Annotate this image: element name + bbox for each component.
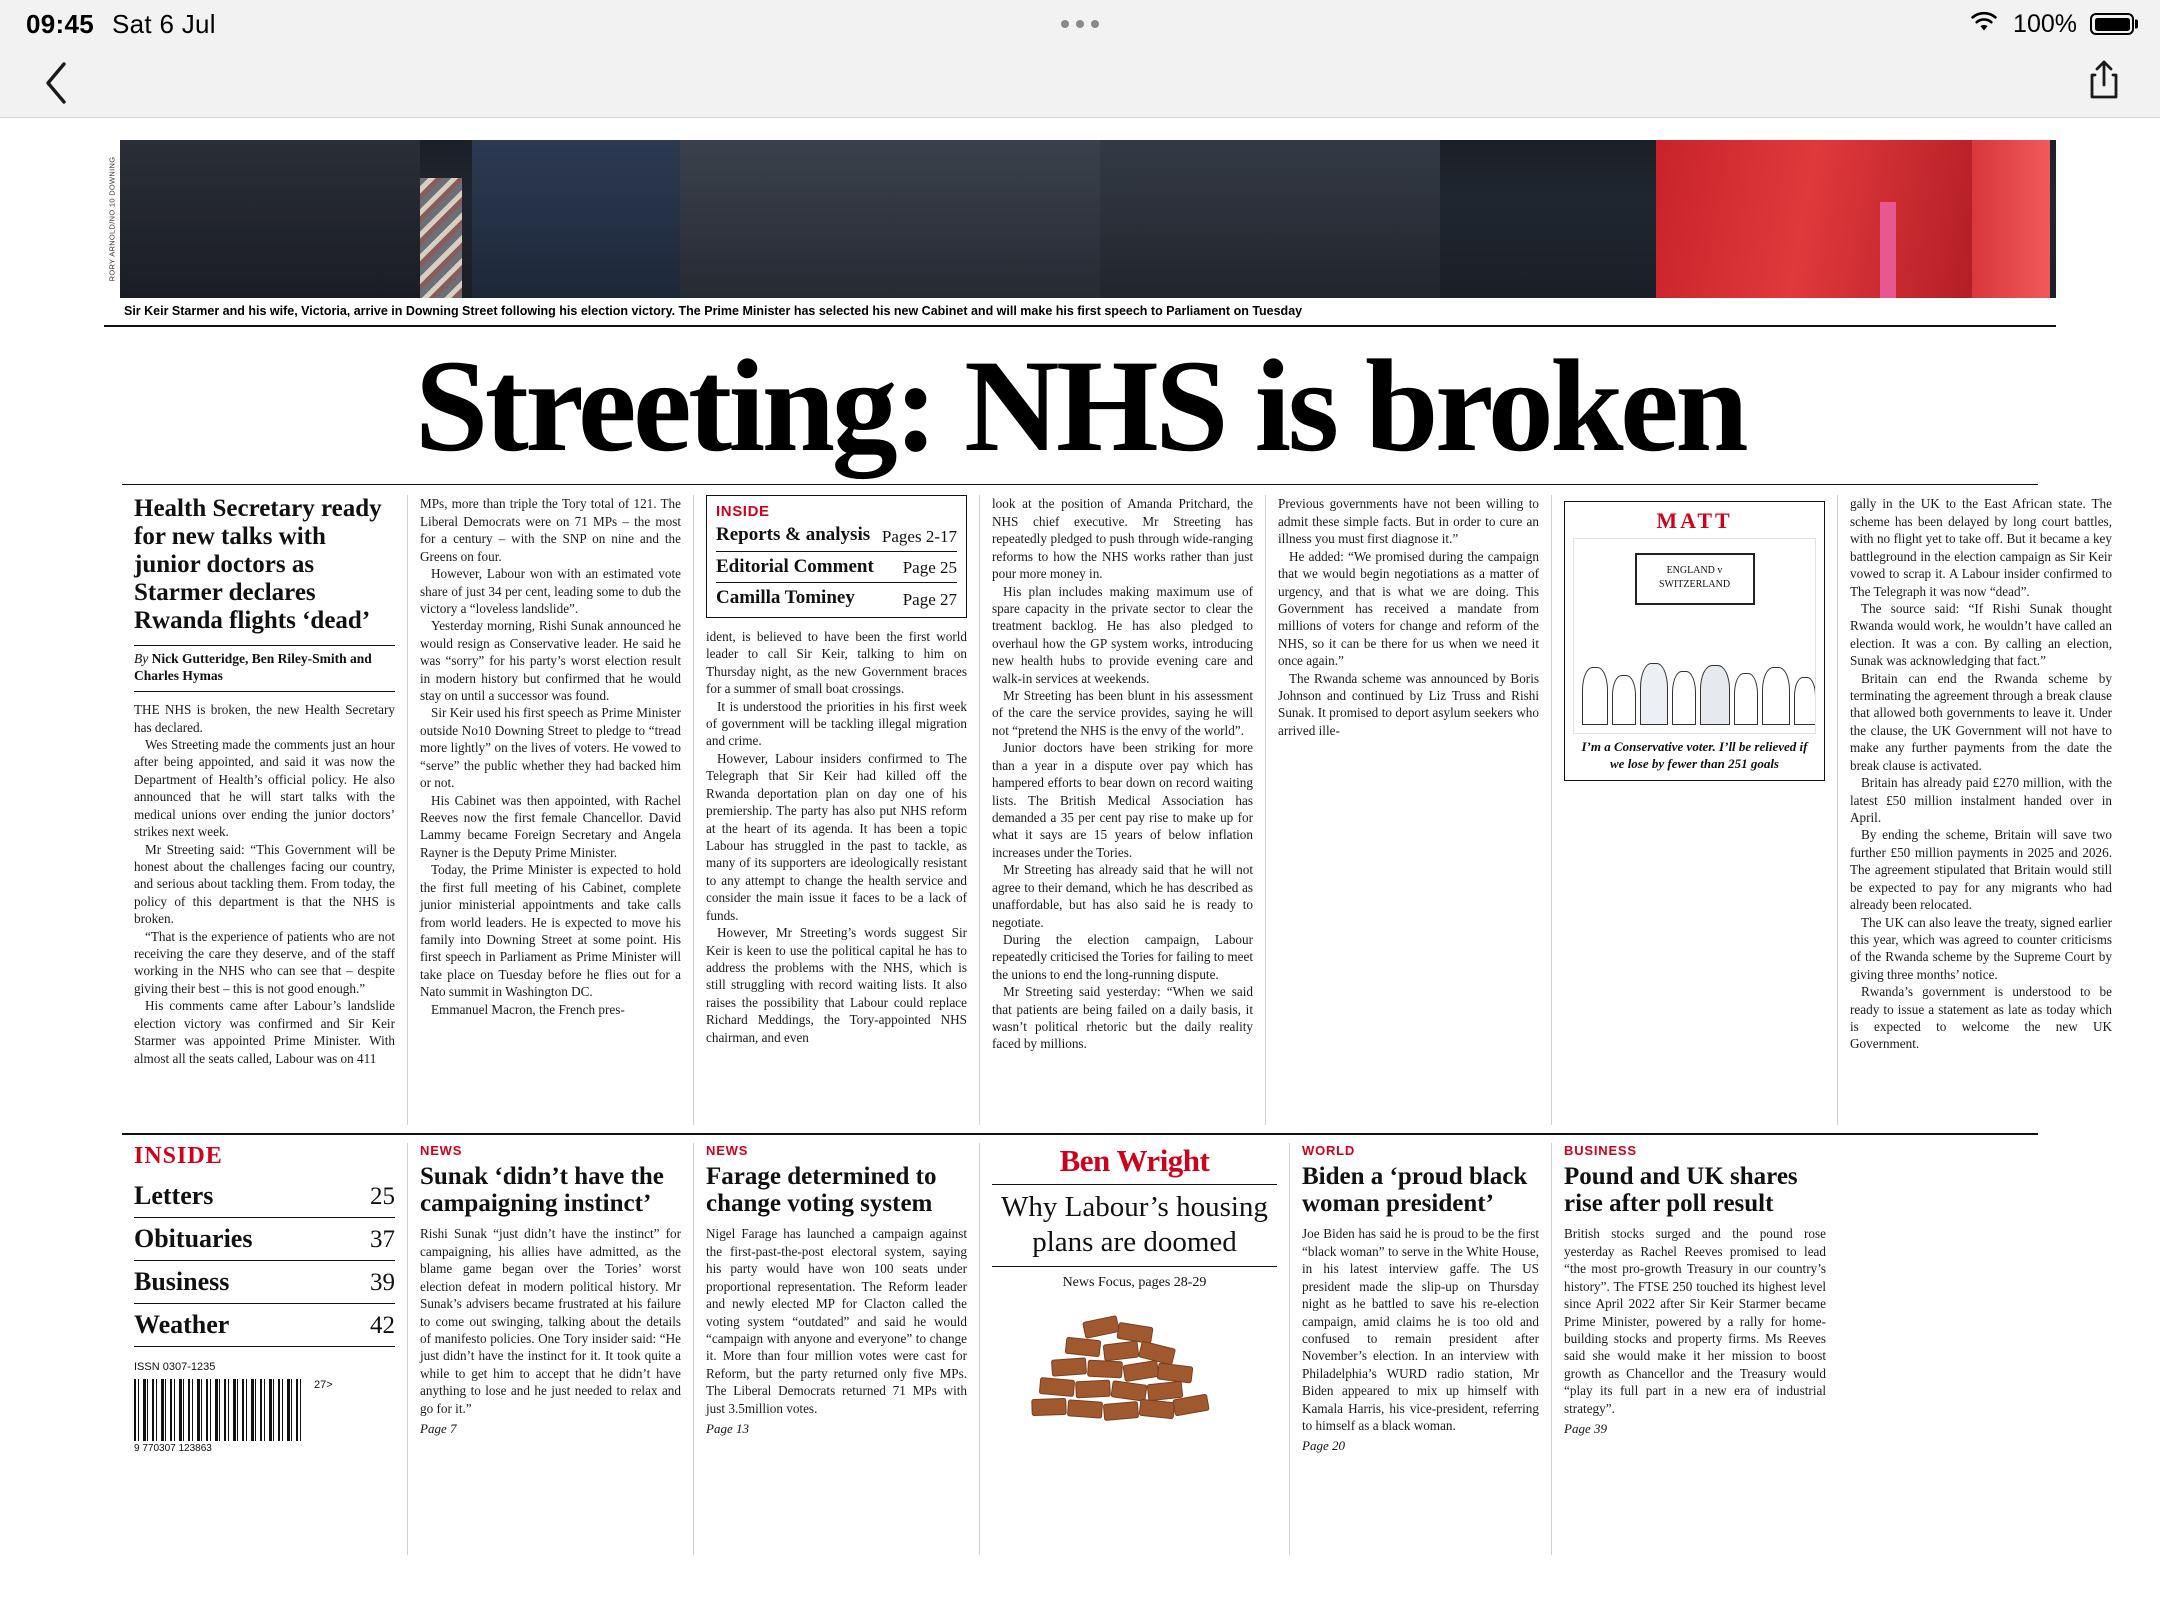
share-button[interactable] xyxy=(2078,57,2130,109)
matt-figure xyxy=(1582,667,1608,725)
index-panel xyxy=(122,1143,408,1555)
photo-figure xyxy=(1100,140,1440,298)
status-bar-right xyxy=(1968,10,2134,39)
paragraph: look at the position of Amanda Pritchard, the NHS chief executive. Mr Streeting has repeatedly pledged to push through wide-ranging reforms to how the NHS works rather than just pour more money in. xyxy=(992,496,1253,582)
paragraph: Britain can end the Rwanda scheme by terminating the agreement through a break clause that allowed both governments to leave it. Under the clause, the UK Government will not have to make any further payments from the date the break clause is activated. xyxy=(1850,670,2112,773)
panel-kicker: WORLD xyxy=(1302,1143,1356,1159)
byline-prefix: By xyxy=(134,651,149,667)
paragraph: The Rwanda scheme was announced by Boris Johnson and continued by Liz Truss and Rishi Sunak. It promised to deport asylum seekers who arrived ille- xyxy=(1278,670,1539,738)
paragraph: Britain has already paid £270 million, with the latest £50 million instalment handed over in April. xyxy=(1850,775,2112,825)
handle-dot xyxy=(1061,20,1069,28)
matt-scoreboard: ENGLAND v SWITZERLAND xyxy=(1635,553,1755,605)
panel-pageref: Page 39 xyxy=(1564,1421,1607,1437)
status-time: 09:45 xyxy=(26,8,94,39)
paragraph: Today, the Prime Minister is expected to hold the first full meeting of his Cabinet, complete junior ministerial appointments and take calls from world leaders. He is expected to move his family into Downing Street at some point. His first speech in Parliament as Prime Minister will take place on Tuesday before he flies out for a Nato summit in Washington DC. xyxy=(420,862,681,1000)
issue-number: 27> xyxy=(314,1379,333,1392)
paragraph: Wes Streeting made the comments just an hour after being appointed, and said it was now the Department of Health’s official policy. He also announced that he will start talks with the medical unions over ending the junior doctors’ strikes next week. xyxy=(134,736,395,840)
paragraph: Emmanuel Macron, the French pres- xyxy=(431,1001,625,1017)
navigation-bar xyxy=(0,48,2160,118)
paragraph: During the election campaign, Labour repeatedly criticised the Tories for failing to meet the unions to end the long-running dispute. xyxy=(992,931,1253,982)
lead-photo-block xyxy=(104,140,2056,298)
paragraph: The UK can also leave the treaty, signed earlier this year, which was agreed to counter criticisms of the Rwanda scheme by the Supreme Court by giving three months’ notice. xyxy=(1850,914,2112,982)
lead-photo xyxy=(120,140,2056,298)
status-bar-left xyxy=(26,9,216,40)
newspaper-front-page xyxy=(104,140,2112,1610)
index-row[interactable] xyxy=(134,1218,395,1261)
column-1 xyxy=(122,495,408,1125)
matt-figure xyxy=(1640,663,1668,725)
matt-artwork xyxy=(1573,538,1816,734)
barcode-number: 9 770307 123863 xyxy=(134,1443,212,1455)
handle-dot xyxy=(1091,20,1099,28)
index-row[interactable] xyxy=(134,1175,395,1218)
paragraph: “That is the experience of patients who are not receiving the care they deserve, and of the staff working in the NHS who can see that – despite giving their best – this is not good enough.” xyxy=(134,928,395,996)
columnist-name: Ben Wright xyxy=(1059,1143,1210,1179)
back-button[interactable] xyxy=(30,57,82,109)
paragraph: His Cabinet was then appointed, with Rachel Reeves now the first female Chancellor. David Lammy became Foreign Secretary and Angela Rayner is the Deputy Prime Minister. xyxy=(420,792,681,860)
matt-figure xyxy=(1734,673,1758,725)
panel-headline: Sunak ‘didn’t have the campaigning instinct’ xyxy=(420,1163,664,1218)
photo-credit xyxy=(104,140,120,298)
index-page: 37 xyxy=(370,1226,395,1254)
byline xyxy=(134,645,395,692)
index-label: Weather xyxy=(134,1310,230,1340)
paragraph: Mr Streeting has already said that he will not agree to their demand, which he has described as unaffordable, but has also said he is ready to negotiate. xyxy=(992,862,1253,930)
inside-row-page: Pages 2-17 xyxy=(881,526,957,546)
columnist-pageref: News Focus, pages 28-29 xyxy=(1062,1274,1207,1290)
bottom-panels xyxy=(104,1135,2056,1555)
panel-ben-wright[interactable] xyxy=(980,1143,1290,1555)
brick-illustration xyxy=(992,1301,1277,1431)
panel-kicker: BUSINESS xyxy=(1564,1143,1637,1159)
paragraph: It is understood the priorities in his first week of government will be tackling illegal migration and crime. xyxy=(706,698,967,749)
paragraph: Yesterday morning, Rishi Sunak announced he would resign as Conservative leader. He said he was “sorry” for his party’s worst election result in modern history but confirmed that he would stay on until a successor was found. xyxy=(420,618,681,704)
matt-figure xyxy=(1612,675,1636,725)
panel-body: Nigel Farage has launched a campaign against the first-past-the-post electoral system, saying his party would have won 100 seats under proportional representation. The Reform leader and newly elected MP for Clacton called the voting system “outdated” and said he would “campaign with anyone and everyone” to change it. More than four million votes were cast for Reform, but the party returned only five MPs. The Liberal Democrats returned 71 MPs with just 3.5million votes. xyxy=(706,1226,967,1416)
inside-row-title: Editorial Comment xyxy=(716,555,874,577)
paragraph: He added: “We promised during the campaign that we would begin negotiations as a matter of urgency, and that is what we are doing. This Government has received a mandate from millions of voters for change and reform of the NHS, so it can be there for us when we need it once again.” xyxy=(1278,548,1539,669)
panel-pageref: Page 20 xyxy=(1302,1438,1345,1454)
matt-figure xyxy=(1700,665,1730,725)
index-row[interactable] xyxy=(134,1261,395,1304)
paragraph: Rwanda’s government is understood to be ready to issue a statement as late as today which is expected to welcome the new UK Government. xyxy=(1850,984,2112,1052)
battery-fill xyxy=(2095,18,2130,31)
photo-scarf xyxy=(420,178,462,298)
photo-figure-red xyxy=(1972,140,2050,298)
paragraph: The source said: “If Rishi Sunak thought Rwanda would work, he wouldn’t have called an election. It was a con. By calling an election, Sunak was acknowledging that fact.” xyxy=(1850,600,2112,669)
index-page: 39 xyxy=(370,1269,395,1297)
paragraph: His plan includes making maximum use of spare capacity in the private sector to clear the treatment backlog. He has also pledged to overhaul how the GP system works, introducing new health hubs to provide evening care and walk-in services at weekends. xyxy=(992,583,1253,686)
index-label: Obituaries xyxy=(134,1224,253,1254)
inside-row[interactable] xyxy=(716,588,957,609)
column-6-cartoon xyxy=(1552,495,1838,1125)
paragraph: By ending the scheme, Britain will save two further £50 million payments in 2025 and 2026. The agreement stipulated that Britain would still be expected to pay for any migrants who had already been relocated. xyxy=(1850,827,2112,913)
paragraph: His comments came after Labour’s landslide election victory was confirmed and Sir Keir Starmer was appointed Prime Minister. With almost all the seats called, Labour was on 411 xyxy=(134,998,395,1066)
index-label: Letters xyxy=(134,1181,214,1211)
panel-body: Joe Biden has said he is proud to be the first “black woman” to serve in the White House, in his latest interview gaffe. The US president made the slip-up on Thursday night as he battled to save his re-election campaign, amid claims he is too old and confused to remain president after November’s election. In an interview with Philadelphia’s WURD radio station, Mr Biden appeared to mix up himself with Kamala Harris, his vice-president, referring to himself as a black woman. xyxy=(1302,1226,1539,1434)
issn-text: ISSN 0307-1235 xyxy=(134,1361,216,1374)
index-label: Business xyxy=(134,1267,230,1297)
matt-caption: I’m a Conservative voter. I’ll be relieved if we lose by fewer than 251 goals xyxy=(1581,739,1808,771)
panel-sunak[interactable] xyxy=(408,1143,694,1555)
inside-box[interactable] xyxy=(706,495,967,618)
byline-names: Nick Gutteridge, Ben Riley-Smith and Charles Hymas xyxy=(134,651,372,684)
panel-pageref: Page 7 xyxy=(420,1421,457,1437)
ios-status-bar xyxy=(0,0,2160,48)
matt-figure xyxy=(1794,677,1816,725)
paragraph: However, Mr Streeting’s words suggest Sir Keir is keen to use the political capital he has to address the problems with the NHS, which is still struggling with record waiting lists. It also raises the possibility that Labour could replace Richard Meddings, the Tory-appointed NHS chairman, and even xyxy=(706,925,967,1045)
inside-row-title: Camilla Tominey xyxy=(716,587,855,609)
paragraph: Mr Streeting has been blunt in his assessment of the care the service provides, saying he will not “pretend the NHS is the envy of the world”. xyxy=(992,688,1253,738)
barcode-block xyxy=(134,1379,395,1454)
panel-farage[interactable] xyxy=(694,1143,980,1555)
wifi-icon xyxy=(1968,10,2000,39)
paragraph: THE NHS is broken, the new Health Secretary has declared. xyxy=(134,702,395,735)
paragraph: However, Labour won with an estimated vote share of just 34 per cent, leading some to dub the victory a “loveless landslide”. xyxy=(420,566,681,616)
paragraph: gally in the UK to the East African state. The scheme has been delayed by long court battles, with no flight yet to take off. But it became a key battleground in the election campaign as Sir Keir vowed to scrap it. A Labour insider confirmed to The Telegraph it was now “dead”. xyxy=(1850,496,2112,599)
matt-figure xyxy=(1672,671,1696,725)
bricks-graphic xyxy=(992,1301,1232,1431)
inside-row-title: Reports & analysis xyxy=(716,524,871,546)
panel-headline: Farage determined to change voting system xyxy=(706,1163,937,1218)
panel-biden[interactable] xyxy=(1290,1143,1552,1555)
document-viewport[interactable] xyxy=(0,118,2160,1620)
photo-caption: Sir Keir Starmer and his wife, Victoria, arrive in Downing Street following his election victory. The Prime Minister has selected his new Cabinet and will make his first speech to Parliament on Tuesday xyxy=(104,298,2056,327)
index-kicker: INSIDE xyxy=(134,1143,223,1170)
photo-figure xyxy=(680,140,1100,298)
inside-row[interactable] xyxy=(716,525,957,552)
battery-percentage: 100% xyxy=(2013,9,2077,38)
photo-figure xyxy=(472,140,702,298)
panel-pageref: Page 13 xyxy=(706,1421,749,1437)
matt-title: MATT xyxy=(1656,508,1733,534)
paragraph: ident, is believed to have been the first world leader to call Sir Keir, talking to him on Thursday night, as the new Government braces for a summer of small boat crossings. xyxy=(706,628,967,697)
photo-accent xyxy=(1880,202,1896,298)
article-columns xyxy=(104,485,2112,1125)
panel-kicker: NEWS xyxy=(706,1143,749,1159)
share-icon xyxy=(2087,59,2121,106)
matt-cartoon[interactable] xyxy=(1564,501,1825,781)
panel-body: British stocks surged and the pound rose yesterday as Rachel Reeves promised to lead “the most pro-growth Treasury in our country’s history”. The FTSE 250 touched its highest level since April 2022 after Sir Keir Starmer became Prime Minister, powered by a rally for home-building stocks and property firms. Ms Reeves said she would make it her mission to boost growth as Chancellor and the Treasury would “play its full part in a new era of industrial strategy”. xyxy=(1564,1226,1826,1416)
panel-body: Rishi Sunak “just didn’t have the instinct” for campaigning, his allies have admitted, as the blame game began over the Tories’ worst election defeat in modern political history. Mr Sunak’s advisers became frustrated at his failure to come out swinging, talking about the details of manifesto policies. One Tory insider said: “He just didn’t have the instinct for it. It took quite a while to get him to accept that he didn’t have anything to lose and he just needed to relax and go for it.” xyxy=(420,1226,681,1416)
status-date: Sat 6 Jul xyxy=(112,8,216,39)
photo-credit-text: RORY ARNOLD/NO 10 DOWNING xyxy=(107,156,117,282)
panel-headline: Pound and UK shares rise after poll result xyxy=(1564,1163,1798,1218)
page-title: Streeting: NHS is broken xyxy=(414,332,1746,479)
multitask-handle[interactable] xyxy=(1061,20,1099,28)
paragraph: Sir Keir used his first speech as Prime Minister outside No10 Downing Street to pledge to “tread more lightly” on the lives of voters. He vowed to “serve” the public whether they had backed him or not. xyxy=(420,705,681,791)
inside-row-page: Page 25 xyxy=(902,558,957,578)
paragraph: Mr Streeting said yesterday: “When we said that patients are being failed on a daily basis, it wasn’t political rhetoric but the daily reality faced by millions. xyxy=(992,984,1253,1052)
inside-kicker: INSIDE xyxy=(716,503,770,521)
matt-figure xyxy=(1762,667,1790,725)
photo-figure xyxy=(120,140,420,298)
panel-headline: Biden a ‘proud black woman president’ xyxy=(1302,1163,1528,1218)
index-page: 42 xyxy=(370,1312,395,1340)
standfirst: Health Secretary ready for new talks with junior doctors as Starmer declares Rwanda flights ‘dead’ xyxy=(134,495,382,635)
column-5 xyxy=(1266,495,1552,1125)
paragraph: Mr Streeting said: “This Government will be honest about the challenges facing our country, and serious about tackling them. From today, the policy of this department is that the NHS is broken. xyxy=(134,841,395,927)
barcode-icon xyxy=(134,1379,304,1441)
handle-dot xyxy=(1076,20,1084,28)
column-7 xyxy=(1838,495,2124,1125)
column-2 xyxy=(408,495,694,1125)
inside-row[interactable] xyxy=(716,557,957,584)
column-3 xyxy=(694,495,980,1125)
paragraph: However, Labour insiders confirmed to The Telegraph that Sir Keir had killed off the Rwanda deportation plan on day one of his premiership. The party has also put NHS reform at the heart of its agenda. It has been a topic Labour has struggled in the past to tackle, as many of its supporters are ideologically resistant to any attempt to change the health service and consider the main issue it faces to be a lack of funds. xyxy=(706,750,967,923)
paragraph: Previous governments have not been willing to admit these simple facts. But in order to cure an illness you must first diagnose it.” xyxy=(1278,496,1539,547)
paragraph: Junior doctors have been striking for more than a year in a dispute over pay which has hampered efforts to bear down on record waiting lists. The British Medical Association has demanded a 35 per cent pay rise to make up for what it says are 15 years of below inflation increases under the Tories. xyxy=(992,740,1253,860)
panel-kicker: NEWS xyxy=(420,1143,463,1159)
photo-figure-red-coat xyxy=(1656,140,1986,298)
inside-row-page: Page 27 xyxy=(902,589,957,609)
paragraph: MPs, more than triple the Tory total of 121. The Liberal Democrats were on 71 MPs – the most for a century – with the SNP on nine and the Greens on four. xyxy=(420,496,681,564)
column-4 xyxy=(980,495,1266,1125)
columnist-headline: Why Labour’s housing plans are doomed xyxy=(992,1184,1277,1266)
index-page: 25 xyxy=(370,1183,395,1211)
battery-icon xyxy=(2090,13,2134,35)
index-row[interactable] xyxy=(134,1304,395,1347)
chevron-left-icon xyxy=(43,61,69,105)
panel-business[interactable] xyxy=(1552,1143,1838,1555)
